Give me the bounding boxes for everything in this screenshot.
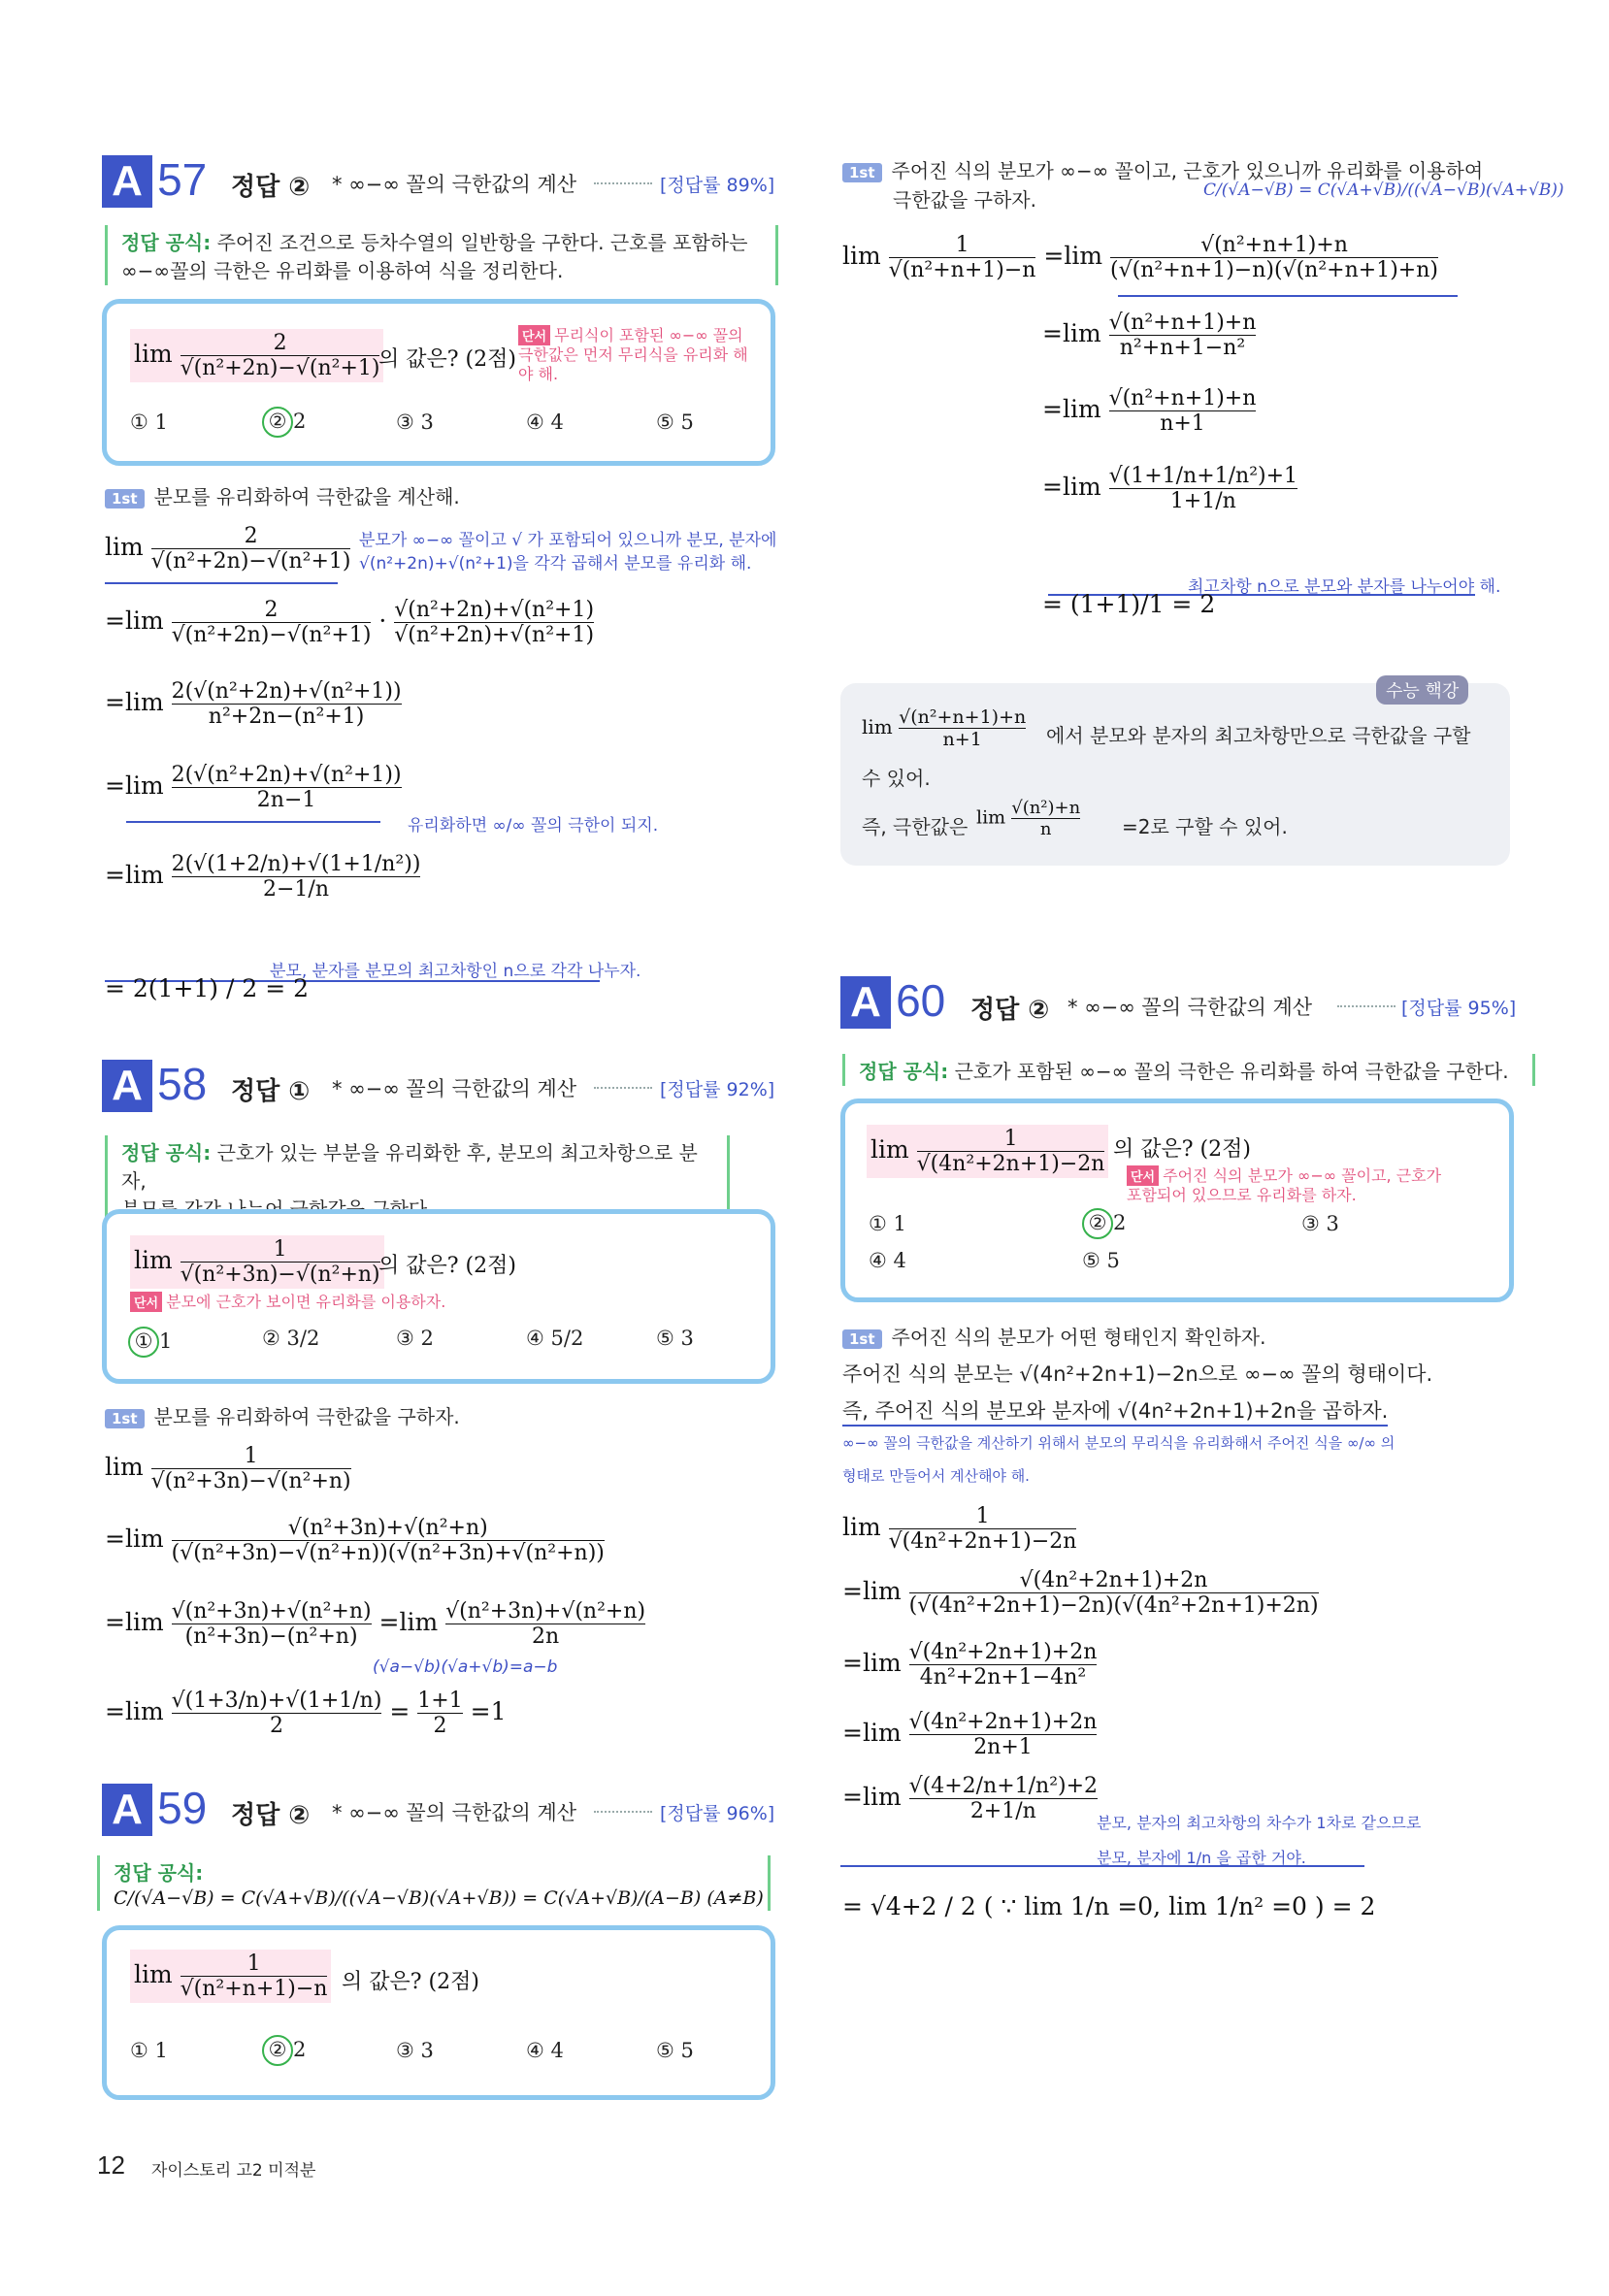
final-answer: = 2(1+1) / 2 = 2 (105, 974, 310, 1002)
solution-line-2: =lim $\frac{2}{\text{√(n²+2n)−√(n²+1)}}$ · $\frac{\text{√(n²+2n)+√(n²+1)}}{\text{√(n²+2n)+√(n²+1)}}$ (105, 598, 595, 647)
solution-line-3: =lim $\frac{\text{√(n²+n+1)+n}}{n+1}$ (1042, 386, 1257, 436)
problem-number: 57 (157, 154, 208, 205)
note: 분모, 분자에 1/n 을 곱한 거야. (1097, 1849, 1306, 1867)
choice-1[interactable]: ① 1 (130, 410, 168, 434)
choice-2-correct[interactable]: ② 2 (262, 407, 306, 438)
question-suffix: 의 값은? (2점) (342, 1970, 479, 1994)
underline (1118, 295, 1458, 297)
rate-label: [정답률 92%] (660, 1079, 775, 1100)
correct-mark-icon: ② (262, 407, 293, 438)
solution-line-1: lim $\frac{1}{\text{√(4n²+2n+1)−2n}}$ (842, 1504, 1077, 1554)
step-1 (842, 1322, 1265, 1350)
hint-tag: 단서 (518, 325, 550, 345)
solution-line-5: =lim $\frac{\text{√(4+2/n+1/n²)+2}}{2+1/n}$ (842, 1774, 1099, 1823)
choice-5[interactable]: ⑤ 5 (656, 2039, 694, 2062)
step-1 (105, 1401, 460, 1429)
formula-label: 정답 공식: (114, 1861, 204, 1885)
choice-3[interactable]: ③ 3 (396, 410, 434, 434)
solution-line-2: =lim $\frac{\text{√(n²+3n)+√(n²+n)}}{\text{(√(n²+3n)−√(n²+n))(√(n²+3n)+√(n²+n))}}$ (105, 1516, 605, 1565)
formula-label: 정답 공식: (121, 231, 212, 254)
dotted-leader (594, 182, 652, 184)
underline (840, 1865, 1364, 1867)
dotted-leader (594, 1087, 652, 1089)
tip-expression: lim $\frac{\text{√(n²+n+1)+n}}{n+1}$ (862, 706, 1027, 750)
step-1 (842, 155, 1483, 183)
solution-line-2: =lim $\frac{\text{√(4n²+2n+1)+2n}}{\text{(√(4n²+2n+1)−2n)(√(4n²+2n+1)+2n)}}$ (842, 1568, 1319, 1618)
problem-60-box (840, 1099, 1514, 1302)
choice-4[interactable]: ④ 4 (526, 2039, 564, 2062)
problem-58-box (102, 1209, 775, 1384)
problem-number: 58 (157, 1059, 208, 1109)
choice-4[interactable]: ④ 4 (526, 410, 564, 434)
problem-number: 59 (157, 1783, 208, 1833)
step-text: 분모를 유리화하여 극한값을 구하자. (153, 1405, 460, 1428)
step-badge: 1st (105, 489, 145, 508)
note: (√a−√b)(√a+√b)=a−b (373, 1657, 558, 1677)
choice-1[interactable]: ① 1 (130, 2039, 168, 2062)
choice-3[interactable]: ③ 3 (1301, 1212, 1339, 1235)
question-expression: lim $\frac{1}{\text{√(n²+3n)−√(n²+n)}}$ (130, 1235, 384, 1289)
solution-line-4: =lim $\frac{\text{√(1+1/n+1/n²)+1}}{1+1/n}$ (1042, 464, 1298, 513)
choice-1-correct[interactable]: ① 1 (128, 1327, 172, 1358)
problem-57-header (102, 153, 207, 208)
note: 최고차항 n으로 분모와 분자를 나누어야 해. (1188, 577, 1501, 597)
formula-label: 정답 공식: (859, 1060, 949, 1083)
tip-box (840, 683, 1510, 866)
section-badge: A (102, 155, 152, 208)
solution-line-1: lim $\frac{1}{\text{√(n²+n+1)−n}}$ =lim $\frac{\text{√(n²+n+1)+n}}{\text{(√(n²+n+1)−n)(√(n²+n+1)+n)}}$ (842, 233, 1438, 282)
problem-57-box (102, 299, 775, 466)
underline (105, 582, 338, 584)
solution-line-2: =lim $\frac{\text{√(n²+n+1)+n}}{\text{n²+n+1−n²}}$ (1042, 311, 1257, 360)
topic-label: * ∞−∞ 꼴의 극한값의 계산 (332, 173, 577, 196)
tip-text-2: 수 있어. (862, 767, 931, 790)
solution-line-3: =lim $\frac{\text{√(4n²+2n+1)+2n}}{\text{4n²+2n+1−4n²}}$ (842, 1640, 1098, 1689)
note: 분모, 분자의 최고차항의 차수가 1차로 같으므로 (1097, 1814, 1422, 1832)
solution-line-4: =lim $\frac{√(1+3/n)+√(1+1/n)}{2}$ = $\frac{1+1}{2}$ =1 (105, 1689, 507, 1738)
hint (518, 325, 761, 384)
step-text: 분모를 유리화하여 극한값을 계산해. (153, 485, 460, 508)
body-text: 주어진 식의 분모는 √(4n²+2n+1)−2n으로 ∞−∞ 꼴의 형태이다. (842, 1362, 1433, 1386)
note: ∞−∞ 꼴의 극한값을 계산하기 위해서 분모의 무리식을 유리화해서 주어진 식을 ∞/∞ 의 (842, 1434, 1396, 1452)
choice-4[interactable]: ④ 5/2 (526, 1327, 584, 1350)
hint-text: 주어진 식의 분모가 ∞−∞ 꼴이고, 근호가 포함되어 있으므로 유리화를 하자. (1127, 1166, 1442, 1204)
topic-label: * ∞−∞ 꼴의 극한값의 계산 (1067, 996, 1313, 1019)
formula-text: 주어진 조건으로 등차수열의 일반항을 구한다. 근호를 포함하는 (216, 231, 748, 254)
solution-line-3: =lim $\frac{\text{√(n²+3n)+√(n²+n)}}{\text{(n²+3n)−(n²+n)}}$ =lim $\frac{\text{√(n²+3n)+√(n²+n)}}{2n}$ (105, 1599, 646, 1649)
step-text: 주어진 식의 분모가 ∞−∞ 꼴이고, 근호가 있으니까 유리화를 이용하여 (891, 159, 1484, 182)
problem-60-header (840, 974, 945, 1029)
hint-text: 무리식이 포함된 ∞−∞ 꼴의 극한값은 먼저 무리식을 유리화 해야 해. (518, 326, 748, 383)
note: √(n²+2n)+√(n²+1)을 각각 곱해서 분모를 유리화 해. (359, 554, 752, 574)
step-text-2: 극한값을 구하자. (893, 188, 1036, 212)
solution-line-1: lim $\frac{2}{\text{√(n²+2n)−√(n²+1)}}$ (105, 524, 351, 574)
step-text: 주어진 식의 분모가 어떤 형태인지 확인하자. (891, 1326, 1266, 1349)
hint-text: 분모에 근호가 보이면 유리화를 이용하자. (166, 1293, 446, 1311)
note: 분모, 분자를 분모의 최고차항인 n으로 각각 나누자. (270, 962, 641, 981)
choice-2-correct[interactable]: ② 2 (1082, 1208, 1126, 1239)
question-suffix: 의 값은? (2점) (1113, 1137, 1251, 1162)
note: 분모가 ∞−∞ 꼴이고 √ 가 포함되어 있으니까 분모, 분자에 (359, 531, 777, 550)
answer-label: 정답 ① (231, 1077, 311, 1106)
answer-label: 정답 ② (231, 1801, 311, 1830)
answer-formula (842, 1054, 1535, 1086)
choice-3[interactable]: ③ 2 (396, 1327, 434, 1350)
answer-label: 정답 ② (970, 996, 1050, 1025)
answer-formula (105, 225, 778, 285)
rate-label: [정답률 96%] (660, 1803, 775, 1824)
choice-5[interactable]: ⑤ 3 (656, 1327, 694, 1350)
question-suffix: 의 값은? (2점) (378, 1254, 516, 1278)
question-expression: lim $\frac{1}{\text{√(n²+n+1)−n}}$ (130, 1950, 331, 2003)
hint-tag: 단서 (1127, 1165, 1159, 1186)
choice-1[interactable]: ① 1 (869, 1212, 906, 1235)
hint (1127, 1165, 1457, 1205)
choice-2-correct[interactable]: ② 2 (262, 2035, 306, 2066)
tip-text-3: 즉, 극한값은 (862, 815, 969, 838)
rate-label: [정답률 89%] (660, 175, 775, 196)
tip-expression-2: lim $\frac{\text{√(n²)+n}}{n}$ (976, 798, 1081, 839)
problem-59-header (102, 1782, 207, 1836)
tip-text: 에서 분모와 분자의 최고차항만으로 극한값을 구할 (1046, 724, 1471, 747)
underline (126, 821, 380, 823)
choice-2[interactable]: ② 3/2 (262, 1327, 320, 1350)
tip-text-4: =2로 구할 수 있어. (1122, 815, 1288, 838)
choice-5[interactable]: ⑤ 5 (1082, 1249, 1120, 1272)
solution-line-5: =lim $\frac{\text{2(√(1+2/n)+√(1+1/n²))}}{2-1/n}$ (105, 852, 421, 902)
correct-mark-icon: ① (128, 1327, 159, 1358)
final-answer: = (1+1)/1 = 2 (1042, 590, 1216, 618)
answer-label: 정답 ② (231, 173, 311, 202)
section-badge: A (840, 976, 891, 1029)
formula-label: 정답 공식: (121, 1141, 212, 1164)
solution-line-4: =lim $\frac{\text{2(√(n²+2n)+√(n²+1))}}{2n-1}$ (105, 763, 402, 812)
answer-formula (97, 1855, 771, 1911)
problem-number: 60 (896, 975, 946, 1026)
correct-mark-icon: ② (1082, 1208, 1113, 1239)
tip-label: 수능 핵강 (1376, 675, 1468, 705)
choice-4[interactable]: ④ 4 (869, 1249, 906, 1272)
final-answer: = √4+2 / 2 ( ∵ lim 1/n =0, lim 1/n² =0 ) = 2 (842, 1892, 1376, 1920)
formula-reminder: C/(√A−√B) = C(√A+√B)/((√A−√B)(√A+√B)) (1203, 180, 1564, 200)
question-expression: lim $\frac{1}{\text{√(4n²+2n+1)−2n}}$ (867, 1125, 1108, 1178)
note: 유리화하면 ∞/∞ 꼴의 극한이 되지. (408, 816, 659, 836)
step-badge: 1st (842, 163, 882, 182)
correct-mark-icon: ② (262, 2035, 293, 2066)
step-badge: 1st (842, 1329, 882, 1349)
problem-59-box (102, 1925, 775, 2100)
problem-58-header (102, 1058, 207, 1112)
hint-tag: 단서 (130, 1292, 162, 1312)
book-title: 자이스토리 고2 미적분 (151, 2161, 316, 2181)
step-badge: 1st (105, 1409, 145, 1428)
note: 형태로 만들어서 계산해야 해. (842, 1467, 1030, 1485)
topic-label: * ∞−∞ 꼴의 극한값의 계산 (332, 1077, 577, 1100)
choice-3[interactable]: ③ 3 (396, 2039, 434, 2062)
question-suffix: 의 값은? (2점) (378, 347, 516, 372)
solution-line-4: =lim $\frac{\text{√(4n²+2n+1)+2n}}{2n+1}$ (842, 1710, 1098, 1759)
hint (130, 1292, 445, 1312)
rate-label: [정답률 95%] (1401, 998, 1517, 1019)
topic-label: * ∞−∞ 꼴의 극한값의 계산 (332, 1801, 577, 1824)
dotted-leader (594, 1811, 652, 1813)
formula-text: 근호가 포함된 ∞−∞ 꼴의 극한은 유리화를 하여 극한값을 구한다. (954, 1060, 1509, 1083)
dotted-leader (1337, 1005, 1396, 1007)
step-1 (105, 481, 460, 509)
formula-expression: C/(√A−√B) = C(√A+√B)/((√A−√B)(√A+√B)) = C(√A+√B)/(A−B) (A≠B) (114, 1887, 764, 1909)
section-badge: A (102, 1784, 152, 1836)
formula-text-2: ∞−∞꼴의 극한은 유리화를 이용하여 식을 정리한다. (121, 259, 564, 282)
formula-text: 근호가 있는 부분을 유리화한 후, 분모의 최고차항으로 분자, (121, 1141, 698, 1193)
section-badge: A (102, 1060, 152, 1112)
solution-line-3: =lim $\frac{\text{2(√(n²+2n)+√(n²+1))}}{\text{n²+2n−(n²+1)}}$ (105, 679, 402, 729)
solution-line-1: lim $\frac{1}{\text{√(n²+3n)−√(n²+n)}}$ (105, 1444, 351, 1493)
page-number: 12 (97, 2150, 125, 2180)
question-expression: lim $\frac{2}{\text{√(n²+2n)−√(n²+1)}}$ (130, 329, 383, 382)
body-text-2: 즉, 주어진 식의 분모와 분자에 √(4n²+2n+1)+2n을 곱하자. (842, 1395, 1388, 1427)
choice-5[interactable]: ⑤ 5 (656, 410, 694, 434)
